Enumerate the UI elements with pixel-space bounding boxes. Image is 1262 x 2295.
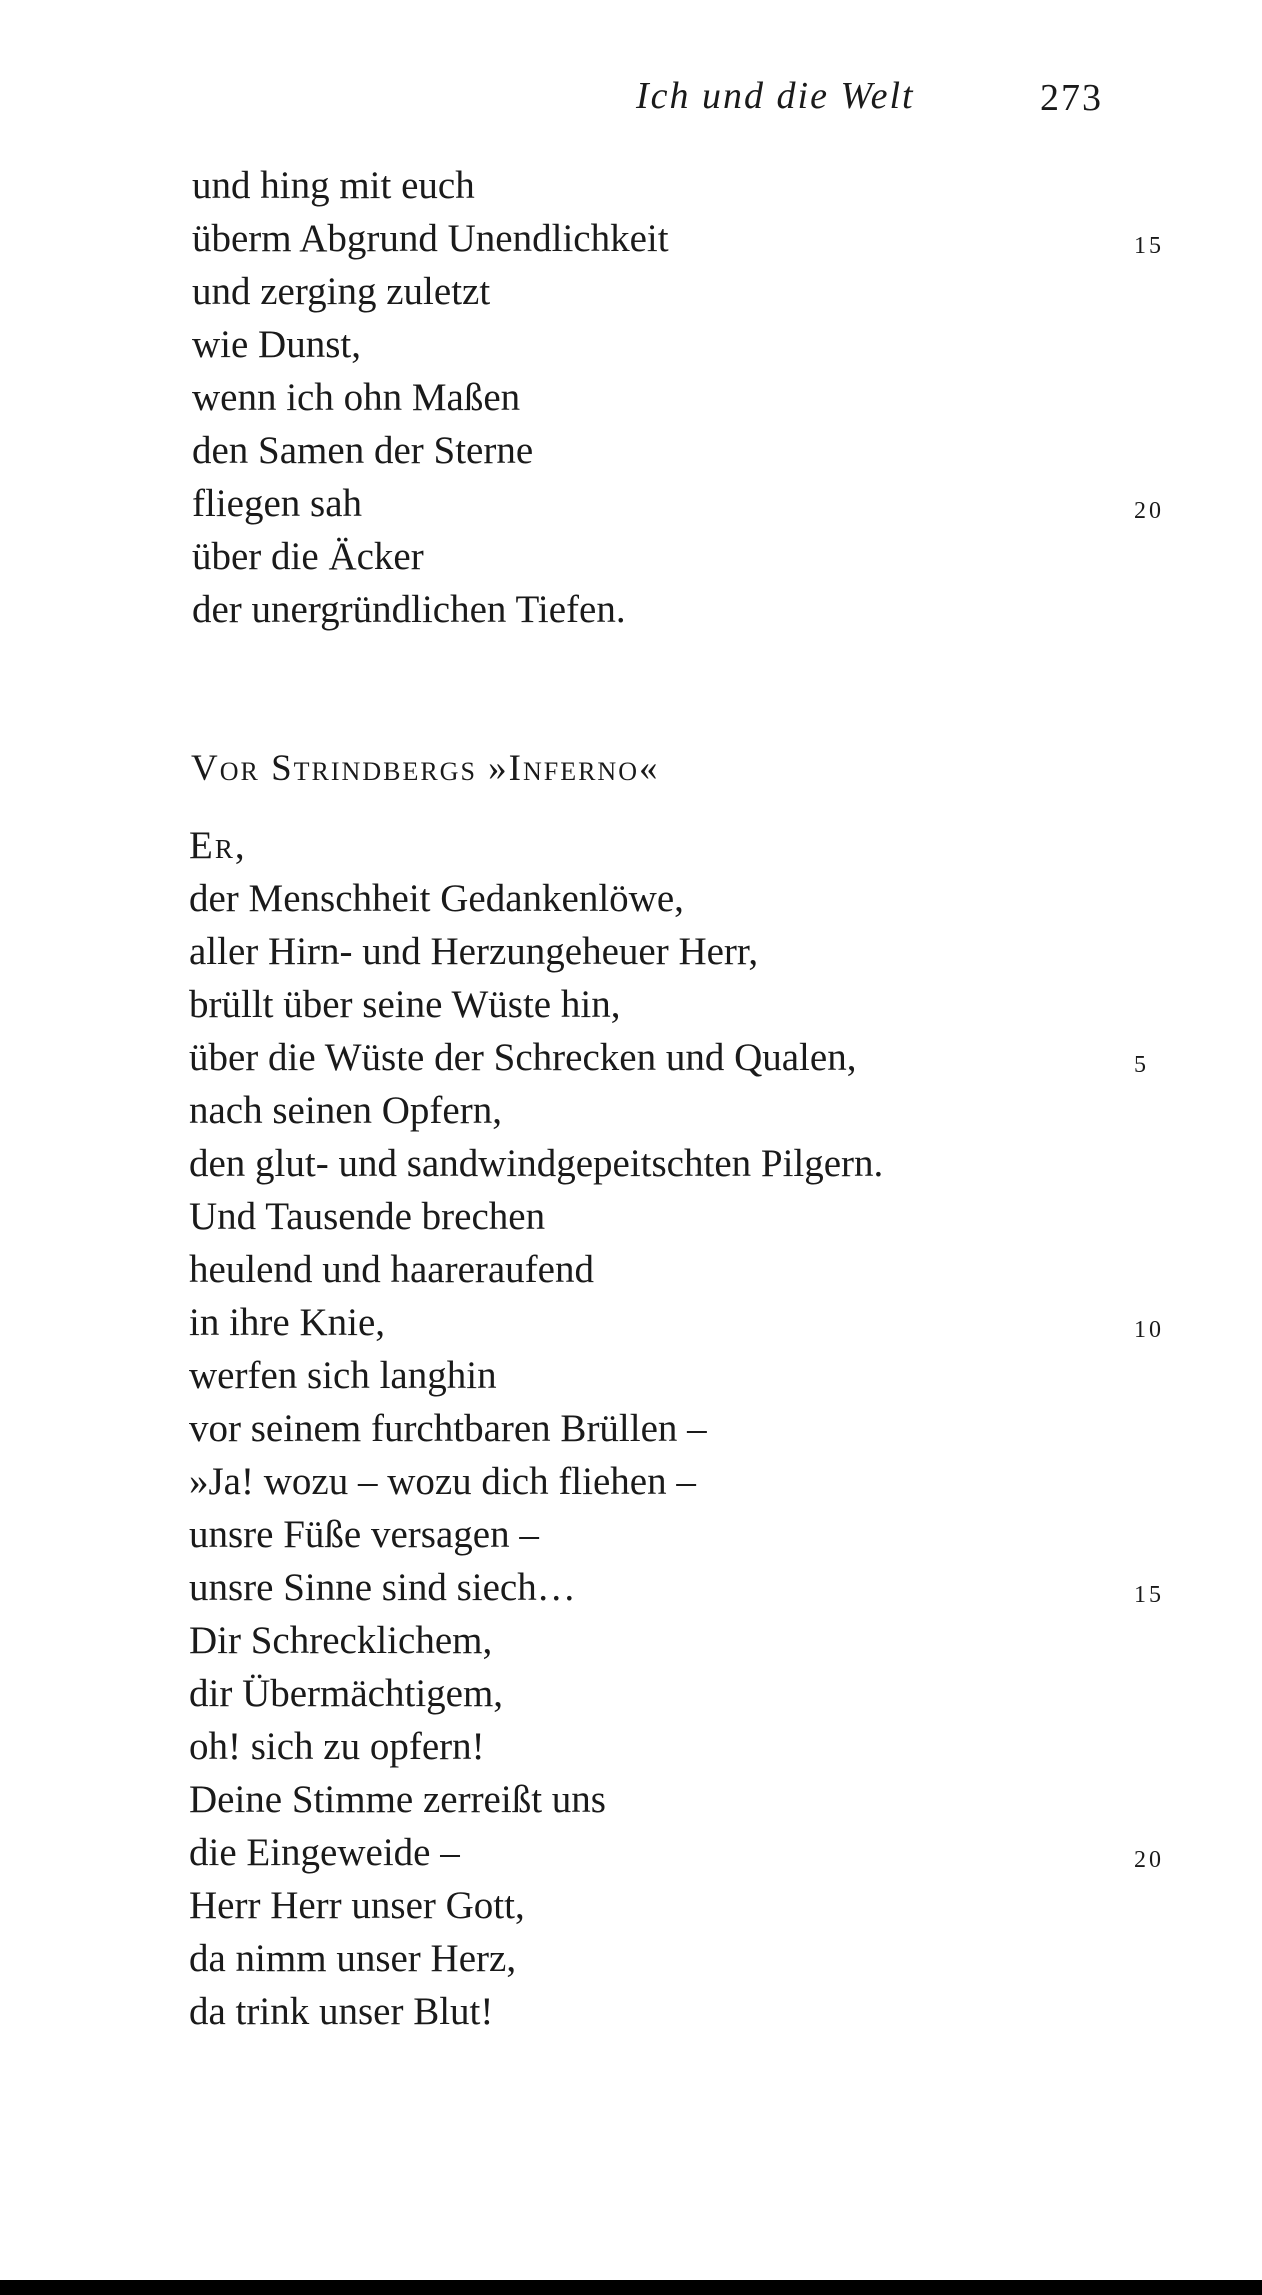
- poem-line-text: Und Tausende brechen: [189, 1195, 546, 1238]
- poem-line-text: brüllt über seine Wüste hin,: [189, 983, 621, 1026]
- poem-line: [0, 1296, 1262, 1349]
- poem-line-text: Er,: [189, 824, 247, 867]
- line-number: 15: [1134, 233, 1164, 259]
- poem-line-text: den Samen der Sterne: [192, 429, 534, 472]
- poem-line: [0, 1720, 1262, 1773]
- poem-line-text: heulend und haareraufend: [189, 1248, 594, 1291]
- poem-line: [0, 1402, 1262, 1455]
- poem-line: [0, 583, 1262, 636]
- poem-line-text: überm Abgrund Unendlichkeit: [192, 217, 669, 260]
- poem-line: [0, 1349, 1262, 1402]
- poem-line-text: den glut- und sandwindgepeitschten Pilgern.: [189, 1142, 884, 1185]
- line-number: 15: [1134, 1582, 1164, 1608]
- poem-line: [0, 159, 1262, 212]
- poem-line: [0, 1137, 1262, 1190]
- poem-line: [0, 1243, 1262, 1296]
- line-number: 5: [1134, 1052, 1149, 1078]
- poem-line-text: wenn ich ohn Maßen: [192, 376, 521, 419]
- poem-line-text: da nimm unser Herz,: [189, 1937, 517, 1980]
- poem-line: [0, 1773, 1262, 1826]
- poem-line-text: vor seinem furchtbaren Brüllen –: [189, 1407, 707, 1450]
- poem-line: [0, 1826, 1262, 1879]
- poem-line-text: wie Dunst,: [192, 323, 361, 366]
- poem-line-text: unsre Füße versagen –: [189, 1513, 539, 1556]
- poem-line-text: oh! sich zu opfern!: [189, 1725, 485, 1768]
- poem-line-text: dir Übermächtigem,: [189, 1672, 504, 1715]
- page-number: 273: [1040, 77, 1103, 119]
- poem-line-text: die Eingeweide –: [189, 1831, 460, 1874]
- poem-line-text: »Ja! wozu – wozu dich fliehen –: [189, 1460, 696, 1503]
- poem-line: [0, 530, 1262, 583]
- poem-line-text: fliegen sah: [192, 482, 363, 525]
- poem-line: [0, 1031, 1262, 1084]
- poem-line: [0, 1985, 1262, 2038]
- poem-line-text: in ihre Knie,: [189, 1301, 386, 1344]
- poem-line-text: Deine Stimme zerreißt uns: [189, 1778, 606, 1821]
- poem-line: [0, 819, 1262, 872]
- poem-continuation-stanza: [0, 159, 1262, 636]
- poem-line-text: und hing mit euch: [192, 164, 475, 207]
- poem-line-text: nach seinen Opfern,: [189, 1089, 502, 1132]
- poem-line: [0, 1879, 1262, 1932]
- running-header: [0, 74, 1262, 134]
- poem-line: [0, 1561, 1262, 1614]
- poem-stanza: [0, 819, 1262, 2038]
- poem-line: [0, 318, 1262, 371]
- poem-line: [0, 1508, 1262, 1561]
- line-number: 10: [1134, 1317, 1164, 1343]
- running-header-title: Ich und die Welt: [636, 75, 915, 117]
- poem-line-text: der unergründlichen Tiefen.: [192, 588, 626, 631]
- poem-line: [0, 1084, 1262, 1137]
- poem-line: [0, 371, 1262, 424]
- poem-line: [0, 1932, 1262, 1985]
- poem-line-text: über die Wüste der Schrecken und Qualen,: [189, 1036, 857, 1079]
- poem-line-text: unsre Sinne sind siech…: [189, 1566, 576, 1609]
- poem-line-text: über die Äcker: [192, 535, 424, 578]
- poem-line: [0, 1455, 1262, 1508]
- poem-line: [0, 1614, 1262, 1667]
- poem-line-text: aller Hirn- und Herzungeheuer Herr,: [189, 930, 759, 973]
- poem-line-text: der Menschheit Gedankenlöwe,: [189, 877, 684, 920]
- poem-line: [0, 978, 1262, 1031]
- poem-line: [0, 1190, 1262, 1243]
- poem-line: [0, 1667, 1262, 1720]
- poem-line-text: und zerging zuletzt: [192, 270, 491, 313]
- poem-line: [0, 925, 1262, 978]
- poem-line-text: Dir Schrecklichem,: [189, 1619, 493, 1662]
- poem-line-text: werfen sich langhin: [189, 1354, 497, 1397]
- poem-line: [0, 872, 1262, 925]
- poem-line: [0, 424, 1262, 477]
- line-number: 20: [1134, 1847, 1164, 1873]
- poem-line: [0, 212, 1262, 265]
- poem-line-text: Herr Herr unser Gott,: [189, 1884, 525, 1927]
- poem-line: [0, 265, 1262, 318]
- poem-line-text: da trink unser Blut!: [189, 1990, 494, 2033]
- line-number: 20: [1134, 498, 1164, 524]
- scan-edge-bar: [0, 2280, 1262, 2295]
- poem-line: [0, 477, 1262, 530]
- poem-title: Vor Strindbergs »Inferno«: [191, 748, 660, 789]
